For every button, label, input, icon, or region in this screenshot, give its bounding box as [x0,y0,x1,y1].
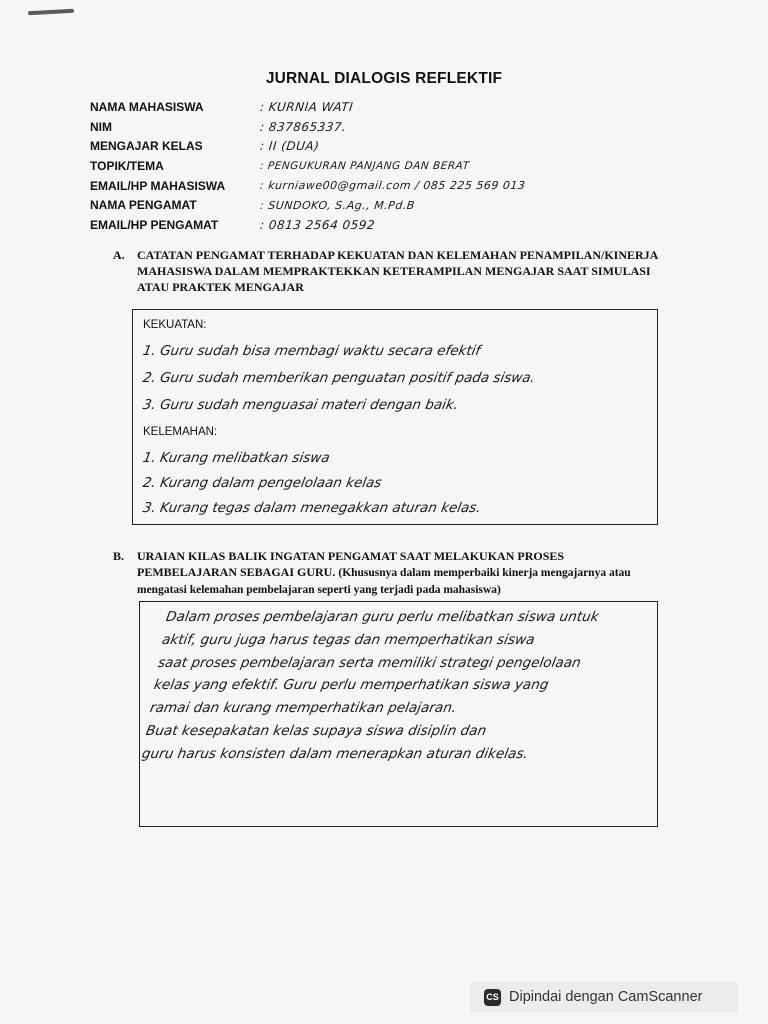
camscanner-badge [470,982,738,1012]
section-heading-block [137,548,658,598]
field-label: NAMA PENGAMAT [90,198,197,213]
field-label: NAMA MAHASISWA [90,99,204,114]
field-row-email-mahasiswa [90,176,650,196]
field-value: : KURNIA WATI [259,99,354,114]
strengths-label: KEKUATAN: [143,319,207,331]
section-b-heading [113,548,658,598]
section-letter: B. [113,549,125,563]
field-label: NIM [90,119,112,134]
section-letter: A. [113,248,125,262]
scan-smudge [28,9,74,15]
field-row-topik [90,156,650,176]
reflection-line: guru harus konsisten dalam menerapkan aturan dikelas. [140,745,530,762]
reflection-box [139,601,658,827]
strength-item: 2. Guru sudah memberikan penguatan positif pada siswa. [141,370,537,386]
reflection-text [140,606,663,766]
section-heading-text: CATATAN PENGAMAT TERHADAP KEKUATAN DAN KELEMAHAN PENAMPILAN/KINERJA MAHASISWA DALAM MEMPRAKTEKKAN KETERAMPILAN MENGAJAR SAAT SIMULASI ATAU PRAKTEK MENGAJAR [137,248,658,294]
strength-item: 1. Guru sudah bisa membagi waktu secara efektif [141,343,482,359]
strengths-weaknesses-box [132,309,658,525]
field-value: : SUNDOKO, S.Ag., M.Pd.B [259,198,416,212]
weakness-item: 1. Kurang melibatkan siswa [141,450,332,466]
field-row-email-pengamat [90,215,650,235]
reflection-line: Buat kesepakatan kelas supaya siswa disiplin dan [144,722,488,739]
weakness-item: 3. Kurang tegas dalam menegakkan aturan kelas. [141,500,483,516]
section-heading-note: (Khususnya dalam memperbaiki kinerja mengajarnya atau mengatasi kelemahan pembelajaran seperti yang terjadi pada mahasiswa) [137,567,631,596]
weaknesses-label: KELEMAHAN: [143,426,218,438]
reflection-line: saat proses pembelajaran serta memiliki strategi pengelolaan [156,654,583,671]
reflection-line: ramai dan kurang memperhatikan pelajaran. [148,700,458,717]
field-value: : 837865337. [259,119,348,134]
strength-item: 3. Guru sudah menguasai materi dengan baik. [141,397,460,413]
camscanner-logo-icon: CS [484,989,501,1006]
field-value: : 0813 2564 0592 [259,217,376,232]
field-value: : II (DUA) [259,139,321,154]
field-row-nama-mahasiswa [90,97,650,117]
section-heading-text: URAIAN KILAS BALIK INGATAN PENGAMAT SAAT MELAKUKAN PROSES PEMBELAJARAN SEBAGAI GURU. [137,549,565,579]
reflection-line: kelas yang efektif. Guru perlu memperhatikan siswa yang [152,677,550,694]
field-row-nim [90,117,650,137]
field-label: EMAIL/HP PENGAMAT [90,217,219,232]
field-label: MENGAJAR KELAS [90,139,203,154]
field-value: : PENGUKURAN PANJANG DAN BERAT [259,159,471,172]
weakness-item: 2. Kurang dalam pengelolaan kelas [141,475,383,491]
field-label: EMAIL/HP MAHASISWA [90,178,226,193]
reflection-line: Dalam proses pembelajaran guru perlu melibatkan siswa untuk [164,609,601,625]
field-value: : kurniawe00@gmail.com / 085 225 569 013 [259,179,526,193]
reflection-line: aktif, guru juga harus tegas dan memperhatikan siswa [160,631,536,648]
field-row-nama-pengamat [90,195,650,215]
camscanner-text: Dipindai dengan CamScanner [509,989,703,1005]
section-a-heading [113,247,658,295]
document-title: JURNAL DIALOGIS REFLEKTIF [265,70,503,87]
field-label: TOPIK/TEMA [90,158,164,173]
field-row-mengajar-kelas [90,136,650,156]
identity-fields [90,97,650,235]
